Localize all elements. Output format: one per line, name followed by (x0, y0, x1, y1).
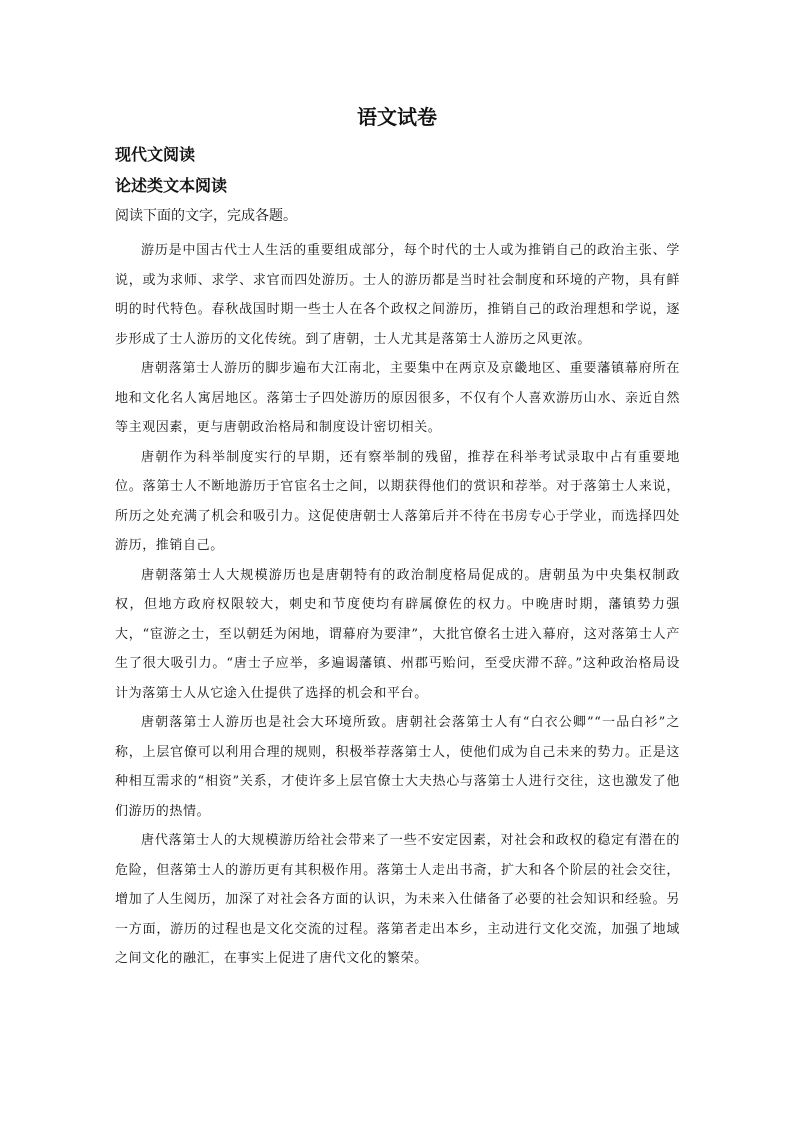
reading-instruction: 阅读下面的文字，完成各题。 (115, 208, 297, 224)
passage-paragraph-3: 唐朝作为科举制度实行的早期，还有察举制的残留，推荐在科举考试录取中占有重要地位。落第士人不断地游历于官宦名士之间，以期获得他们的赏识和荐举。对于落第士人来说，所历之处充满了机会和吸引力。这促使唐朝士人落第后并不待在书房专心于学业，而选择四处游历，推销自己。 (115, 449, 680, 553)
reading-passage (115, 236, 680, 974)
document-title: 语文试卷 (357, 105, 437, 129)
passage-paragraph-6: 唐代落第士人的大规模游历给社会带来了一些不安定因素，对社会和政权的稳定有潜在的危险，但落第士人的游历更有其积极作用。落第士人走出书斋，扩大和各个阶层的社会交往，增加了人生阅历，加深了对社会各方面的认识，为未来入仕储备了必要的社会知识和经验。另一方面，游历的过程也是文化交流的过程。落第者走出本乡，主动进行文化交流，加强了地域之间文化的融汇，在事实上促进了唐代文化的繁荣。 (115, 833, 680, 966)
subsection-heading: 论述类文本阅读 (115, 176, 228, 195)
passage-paragraph-2: 唐朝落第士人游历的脚步遍布大江南北，主要集中在两京及京畿地区、重要藩镇幕府所在地和文化名人寓居地区。落第士子四处游历的原因很多，不仅有个人喜欢游历山水、亲近自然等主观因素，更与唐朝政治格局和制度设计密切相关。 (115, 361, 680, 435)
passage-paragraph-1: 游历是中国古代士人生活的重要组成部分，每个时代的士人或为推销自己的政治主张、学说，或为求师、求学、求官而四处游历。士人的游历都是当时社会制度和环境的产物，具有鲜明的时代特色。春秋战国时期一些士人在各个政权之间游历，推销自己的政治理想和学说，逐步形成了士人游历的文化传统。到了唐朝，士人尤其是落第士人游历之风更浓。 (115, 243, 680, 347)
section-heading: 现代文阅读 (115, 145, 196, 164)
passage-paragraph-4: 唐朝落第士人大规模游历也是唐朝特有的政治制度格局促成的。唐朝虽为中央集权制政权，但地方政府权限较大，刺史和节度使均有辟属僚佐的权力。中晚唐时期，藩镇势力强大，“宦游之士，至以朝廷为闲地，谓幕府为要津”，大批官僚名士进入幕府，这对落第士人产生了很大吸引力。“唐士子应举，多遍谒藩镇、州郡丐贻问，至受庆滞不辞。”这种政治格局设计为落第士人从它途入仕提供了选择的机会和平台。 (115, 567, 680, 701)
passage-paragraph-5: 唐朝落第士人游历也是社会大环境所致。唐朝社会落第士人有“白衣公卿”“一品白衫”之称，上层官僚可以利用合理的规则，积极举荐落第士人，使他们成为自己未来的势力。正是这种相互需求的“相资”关系，才使许多上层官僚士大夫热心与落第士人进行交往，这也激发了他们游历的热情。 (115, 715, 680, 819)
